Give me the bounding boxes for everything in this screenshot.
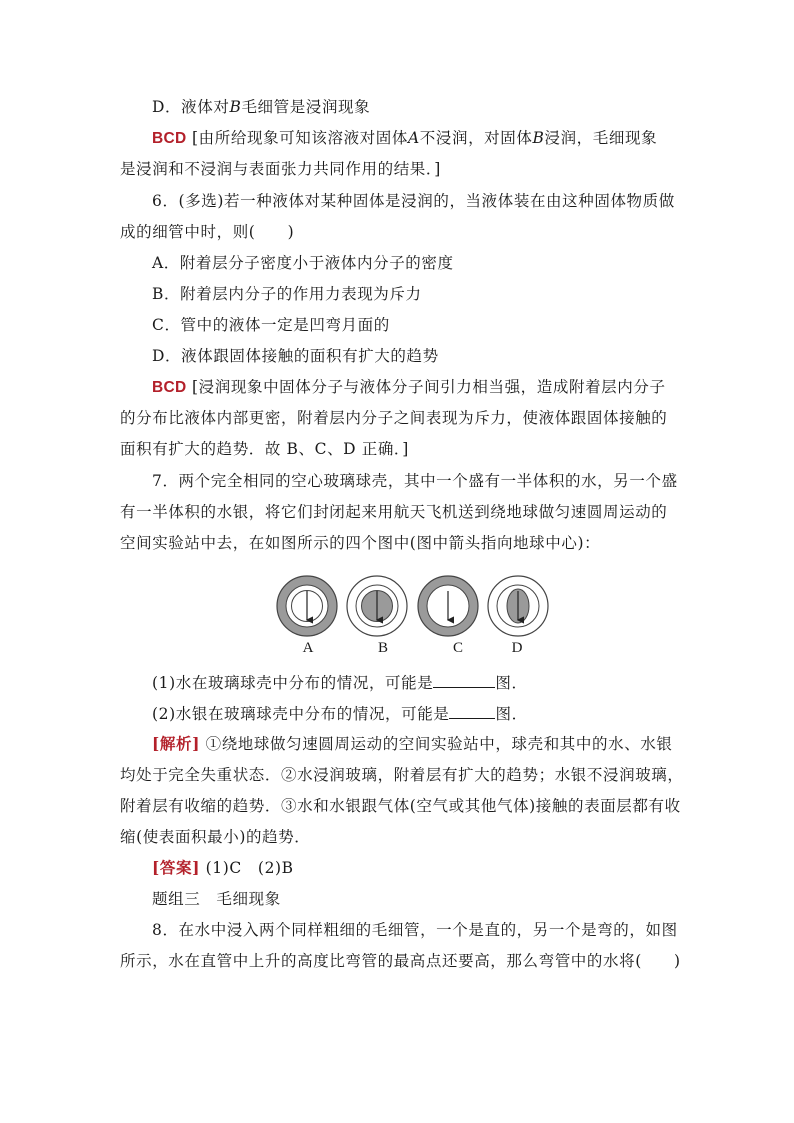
q7-subquestion-1: (1)水在玻璃球壳中分布的情况，可能是 图．	[152, 674, 528, 692]
q7-analysis-line1: [解析] ①绕地球做匀速圆周运动的空间实验站中，球壳和其中的水、水银	[152, 734, 673, 753]
q6-option-c: C．管中的液体一定是凹弯月面的	[152, 316, 390, 334]
q5-option-d: D．液体对B毛细管是浸润现象	[152, 98, 371, 116]
q6-answer-line3: 面积有扩大的趋势．故 B、C、D 正确．]	[120, 440, 409, 458]
answer-key: BCD	[152, 379, 187, 396]
q7-answer: [答案] (1)C (2)B	[152, 858, 294, 877]
answer-key: BCD	[152, 130, 187, 147]
answer-tag: [答案]	[152, 858, 201, 877]
figure-label-b: B	[377, 640, 388, 656]
figure-label-d: D	[511, 640, 523, 656]
shell-c	[418, 576, 478, 636]
figure-label-c: C	[452, 640, 463, 656]
q7-stem-line1: 7．两个完全相同的空心玻璃球壳，其中一个盛有一半体积的水，另一个盛	[152, 472, 678, 490]
analysis-tag: [解析]	[152, 734, 201, 753]
q7-analysis-line3: 附着层有收缩的趋势．③水和水银跟气体(空气或其他气体)接触的表面层都有收	[120, 797, 681, 815]
q6-answer-line2: 的分布比液体内部更密，附着层内分子之间表现为斥力，使液体跟固体接触的	[120, 409, 668, 427]
q6-answer-line1: BCD [浸润现象中固体分子与液体分子间引力相当强，造成附着层内分子	[152, 378, 666, 396]
q6-option-d: D．液体跟固体接触的面积有扩大的趋势	[152, 347, 439, 365]
answer-blank-1[interactable]	[433, 672, 495, 688]
shell-b	[347, 576, 407, 636]
q6-stem-line1: 6．(多选)若一种液体对某种固体是浸润的，当液体装在由这种固体物质做	[152, 192, 675, 210]
q6-option-b: B．附着层内分子的作用力表现为斥力	[152, 285, 422, 303]
section-title: 题组三 毛细现象	[152, 890, 281, 908]
q7-analysis-line2: 均处于完全失重状态．②水浸润玻璃，附着层有扩大的趋势；水银不浸润玻璃，	[120, 766, 684, 784]
q8-stem-line1: 8．在水中浸入两个同样粗细的毛细管，一个是直的，另一个是弯的，如图	[152, 921, 678, 939]
shell-d	[488, 576, 548, 636]
q6-option-a: A．附着层分子密度小于液体内分子的密度	[152, 254, 454, 272]
q5-answer-line1: BCD [由所给现象可知该溶液对固体A不浸润，对固体B浸润，毛细现象	[152, 129, 658, 147]
answer-blank-2[interactable]	[449, 703, 495, 719]
q7-analysis-line4: 缩(使表面积最小)的趋势．	[120, 828, 311, 846]
q6-stem-line2: 成的细管中时，则( )	[120, 223, 295, 241]
q7-stem-line3: 空间实验站中去，在如图所示的四个图中(图中箭头指向地球中心)：	[120, 534, 601, 552]
q8-stem-line2: 所示，水在直管中上升的高度比弯管的最高点还要高，那么弯管中的水将( )	[120, 952, 681, 970]
q7-subquestion-2: (2)水银在玻璃球壳中分布的情况，可能是 图．	[152, 705, 528, 723]
figure-label-a: A	[302, 640, 314, 656]
shell-a	[277, 576, 337, 636]
q5-answer-line2: 是浸润和不浸润与表面张力共同作用的结果．]	[120, 160, 441, 178]
q7-stem-line2: 有一半体积的水银，将它们封闭起来用航天飞机送到绕地球做匀速圆周运动的	[120, 503, 668, 521]
